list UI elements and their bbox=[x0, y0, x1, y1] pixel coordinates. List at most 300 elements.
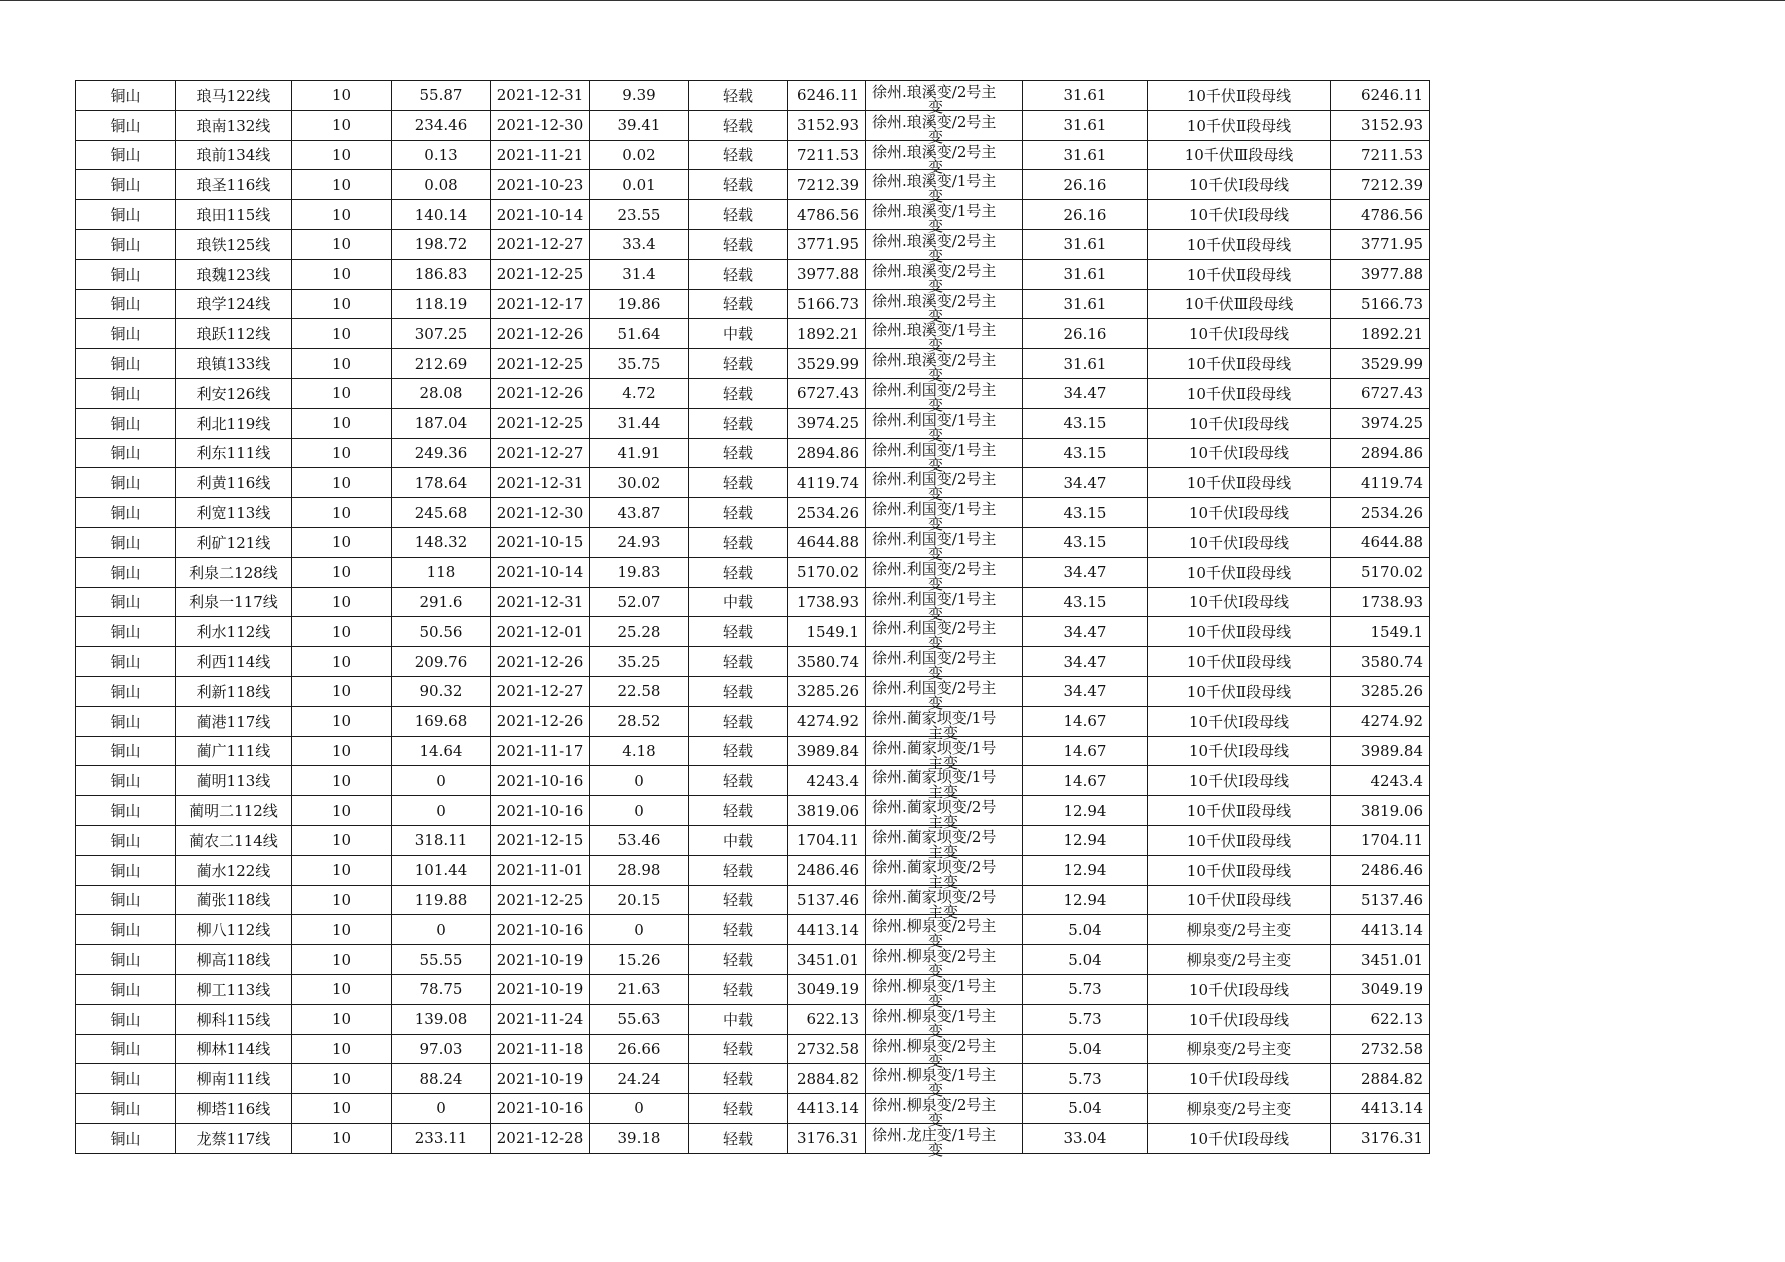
current-cell: 118.19 bbox=[392, 289, 491, 319]
current-cell: 148.32 bbox=[392, 527, 491, 557]
substation-name: 徐州.利国变/2号主 bbox=[872, 649, 997, 668]
substation-name: 徐州.柳泉变/2号主 bbox=[872, 1096, 997, 1115]
load-rate-cell: 53.46 bbox=[590, 825, 689, 855]
load-rate-cell: 28.52 bbox=[590, 706, 689, 736]
date-cell: 2021-10-16 bbox=[491, 796, 590, 826]
margin-cell: 2884.82 bbox=[788, 1064, 866, 1094]
available-cell: 3285.26 bbox=[1331, 676, 1430, 706]
bus-cell: 10千伏Ⅱ段母线 bbox=[1148, 855, 1331, 885]
line-name-cell: 利矿121线 bbox=[176, 527, 292, 557]
capacity-cell: 31.61 bbox=[1023, 259, 1148, 289]
margin-cell: 4243.4 bbox=[788, 766, 866, 796]
load-status-cell: 轻载 bbox=[689, 110, 788, 140]
date-cell: 2021-12-01 bbox=[491, 617, 590, 647]
current-cell: 187.04 bbox=[392, 408, 491, 438]
margin-cell: 4413.14 bbox=[788, 915, 866, 945]
bus-cell: 10千伏Ⅱ段母线 bbox=[1148, 557, 1331, 587]
substation-overflow-text: 变 bbox=[928, 425, 944, 444]
date-cell: 2021-10-23 bbox=[491, 170, 590, 200]
available-cell: 4413.14 bbox=[1331, 915, 1430, 945]
district-cell: 铜山 bbox=[76, 915, 176, 945]
capacity-cell: 14.67 bbox=[1023, 736, 1148, 766]
date-cell: 2021-10-19 bbox=[491, 1064, 590, 1094]
margin-cell: 2732.58 bbox=[788, 1034, 866, 1064]
date-cell: 2021-12-15 bbox=[491, 825, 590, 855]
date-cell: 2021-12-31 bbox=[491, 468, 590, 498]
date-cell: 2021-10-19 bbox=[491, 945, 590, 975]
capacity-cell: 34.47 bbox=[1023, 378, 1148, 408]
margin-cell: 622.13 bbox=[788, 1004, 866, 1034]
voltage-cell: 10 bbox=[292, 1004, 392, 1034]
current-cell: 101.44 bbox=[392, 855, 491, 885]
bus-cell: 10千伏Ⅱ段母线 bbox=[1148, 647, 1331, 677]
substation-overflow-text: 变 bbox=[928, 664, 944, 683]
load-status-cell: 轻载 bbox=[689, 289, 788, 319]
district-cell: 铜山 bbox=[76, 1034, 176, 1064]
load-rate-cell: 0 bbox=[590, 796, 689, 826]
substation-name: 徐州.蔺家坝变/2号 bbox=[872, 827, 997, 846]
substation-cell bbox=[866, 706, 1023, 742]
bus-cell: 10千伏Ⅱ段母线 bbox=[1148, 378, 1331, 408]
load-rate-cell: 0 bbox=[590, 1094, 689, 1124]
date-cell: 2021-11-24 bbox=[491, 1004, 590, 1034]
substation-overflow-text: 主变 bbox=[928, 753, 959, 772]
load-status-cell: 轻载 bbox=[689, 378, 788, 408]
bus-cell: 10千伏Ⅱ段母线 bbox=[1148, 617, 1331, 647]
substation-cell bbox=[866, 319, 1023, 355]
load-rate-cell: 4.18 bbox=[590, 736, 689, 766]
voltage-cell: 10 bbox=[292, 140, 392, 170]
bus-cell: 10千伏Ⅰ段母线 bbox=[1148, 1004, 1331, 1034]
table-row bbox=[76, 766, 1430, 796]
load-rate-cell: 21.63 bbox=[590, 974, 689, 1004]
table-row bbox=[76, 378, 1430, 408]
voltage-cell: 10 bbox=[292, 766, 392, 796]
margin-cell: 3771.95 bbox=[788, 229, 866, 259]
voltage-cell: 10 bbox=[292, 1034, 392, 1064]
available-cell: 4274.92 bbox=[1331, 706, 1430, 736]
load-status-cell: 轻载 bbox=[689, 915, 788, 945]
load-rate-cell: 24.93 bbox=[590, 527, 689, 557]
load-rate-cell: 33.4 bbox=[590, 229, 689, 259]
load-status-cell: 中载 bbox=[689, 1004, 788, 1034]
bus-cell: 10千伏Ⅰ段母线 bbox=[1148, 587, 1331, 617]
current-cell: 140.14 bbox=[392, 200, 491, 230]
table-row bbox=[76, 796, 1430, 826]
capacity-cell: 5.04 bbox=[1023, 915, 1148, 945]
substation-name: 徐州.蔺家坝变/1号 bbox=[872, 708, 997, 727]
voltage-cell: 10 bbox=[292, 557, 392, 587]
available-cell: 3819.06 bbox=[1331, 796, 1430, 826]
margin-cell: 4644.88 bbox=[788, 527, 866, 557]
table-row bbox=[76, 200, 1430, 230]
table-row bbox=[76, 915, 1430, 945]
margin-cell: 2534.26 bbox=[788, 498, 866, 528]
margin-cell: 5166.73 bbox=[788, 289, 866, 319]
voltage-cell: 10 bbox=[292, 289, 392, 319]
line-name-cell: 利泉一117线 bbox=[176, 587, 292, 617]
substation-overflow-text: 变 bbox=[928, 932, 944, 951]
district-cell: 铜山 bbox=[76, 349, 176, 379]
line-name-cell: 蔺明113线 bbox=[176, 766, 292, 796]
substation-name: 徐州.蔺家坝变/1号 bbox=[872, 768, 997, 787]
district-cell: 铜山 bbox=[76, 945, 176, 975]
table-row bbox=[76, 170, 1430, 200]
district-cell: 铜山 bbox=[76, 498, 176, 528]
bus-cell: 10千伏Ⅰ段母线 bbox=[1148, 438, 1331, 468]
current-cell: 245.68 bbox=[392, 498, 491, 528]
district-cell: 铜山 bbox=[76, 408, 176, 438]
substation-overflow-text: 变 bbox=[928, 544, 944, 563]
bus-cell: 10千伏Ⅰ段母线 bbox=[1148, 498, 1331, 528]
available-cell: 3529.99 bbox=[1331, 349, 1430, 379]
capacity-cell: 33.04 bbox=[1023, 1123, 1148, 1153]
load-rate-cell: 51.64 bbox=[590, 319, 689, 349]
substation-overflow-text: 变 bbox=[928, 634, 944, 653]
margin-cell: 3974.25 bbox=[788, 408, 866, 438]
district-cell: 铜山 bbox=[76, 1064, 176, 1094]
substation-cell bbox=[866, 289, 1023, 325]
table-row bbox=[76, 408, 1430, 438]
voltage-cell: 10 bbox=[292, 319, 392, 349]
substation-name: 徐州.利国变/2号主 bbox=[872, 470, 997, 489]
available-cell: 5170.02 bbox=[1331, 557, 1430, 587]
substation-cell bbox=[866, 557, 1023, 593]
substation-name: 徐州.柳泉变/1号主 bbox=[872, 976, 997, 995]
page-top-rule bbox=[0, 0, 1785, 1]
voltage-cell: 10 bbox=[292, 527, 392, 557]
bus-cell: 10千伏Ⅰ段母线 bbox=[1148, 408, 1331, 438]
substation-name: 徐州.柳泉变/1号主 bbox=[872, 1066, 997, 1085]
substation-overflow-text: 变 bbox=[928, 98, 944, 116]
voltage-cell: 10 bbox=[292, 587, 392, 617]
available-cell: 2884.82 bbox=[1331, 1064, 1430, 1094]
bus-cell: 柳泉变/2号主变 bbox=[1148, 945, 1331, 975]
line-name-cell: 利安126线 bbox=[176, 378, 292, 408]
substation-overflow-text: 变 bbox=[928, 604, 944, 623]
substation-cell bbox=[866, 1123, 1023, 1159]
substation-overflow-text: 变 bbox=[928, 395, 944, 414]
line-name-cell: 柳科115线 bbox=[176, 1004, 292, 1034]
line-name-cell: 琅田115线 bbox=[176, 200, 292, 230]
district-cell: 铜山 bbox=[76, 1123, 176, 1153]
capacity-cell: 43.15 bbox=[1023, 498, 1148, 528]
substation-name: 徐州.琅溪变/1号主 bbox=[872, 172, 997, 191]
load-rate-cell: 35.25 bbox=[590, 647, 689, 677]
capacity-cell: 5.73 bbox=[1023, 1004, 1148, 1034]
substation-name: 徐州.利国变/2号主 bbox=[872, 559, 997, 578]
district-cell: 铜山 bbox=[76, 81, 176, 111]
load-status-cell: 轻载 bbox=[689, 885, 788, 915]
available-cell: 2894.86 bbox=[1331, 438, 1430, 468]
voltage-cell: 10 bbox=[292, 259, 392, 289]
load-rate-cell: 24.24 bbox=[590, 1064, 689, 1094]
line-name-cell: 琅学124线 bbox=[176, 289, 292, 319]
table-row bbox=[76, 498, 1430, 528]
date-cell: 2021-12-30 bbox=[491, 498, 590, 528]
district-cell: 铜山 bbox=[76, 885, 176, 915]
date-cell: 2021-11-18 bbox=[491, 1034, 590, 1064]
voltage-cell: 10 bbox=[292, 110, 392, 140]
district-cell: 铜山 bbox=[76, 438, 176, 468]
margin-cell: 1738.93 bbox=[788, 587, 866, 617]
load-rate-cell: 41.91 bbox=[590, 438, 689, 468]
bus-cell: 10千伏Ⅰ段母线 bbox=[1148, 527, 1331, 557]
bus-cell: 10千伏Ⅱ段母线 bbox=[1148, 796, 1331, 826]
capacity-cell: 5.04 bbox=[1023, 1094, 1148, 1124]
substation-name: 徐州.琅溪变/2号主 bbox=[872, 261, 997, 280]
available-cell: 4644.88 bbox=[1331, 527, 1430, 557]
load-status-cell: 轻载 bbox=[689, 796, 788, 826]
load-status-cell: 轻载 bbox=[689, 855, 788, 885]
capacity-cell: 34.47 bbox=[1023, 617, 1148, 647]
current-cell: 90.32 bbox=[392, 676, 491, 706]
load-status-cell: 轻载 bbox=[689, 200, 788, 230]
available-cell: 3580.74 bbox=[1331, 647, 1430, 677]
load-rate-cell: 52.07 bbox=[590, 587, 689, 617]
date-cell: 2021-12-25 bbox=[491, 259, 590, 289]
load-status-cell: 轻载 bbox=[689, 736, 788, 766]
substation-overflow-text: 变 bbox=[928, 246, 944, 265]
substation-name: 徐州.琅溪变/1号主 bbox=[872, 321, 997, 340]
substation-overflow-text: 主变 bbox=[928, 783, 959, 802]
substation-name: 徐州.利国变/2号主 bbox=[872, 619, 997, 638]
available-cell: 5137.46 bbox=[1331, 885, 1430, 915]
capacity-cell: 43.15 bbox=[1023, 587, 1148, 617]
substation-cell bbox=[866, 796, 1023, 832]
substation-cell bbox=[866, 378, 1023, 414]
substation-overflow-text: 变 bbox=[928, 1051, 944, 1070]
margin-cell: 1549.1 bbox=[788, 617, 866, 647]
date-cell: 2021-12-27 bbox=[491, 229, 590, 259]
load-rate-cell: 15.26 bbox=[590, 945, 689, 975]
load-rate-cell: 39.41 bbox=[590, 110, 689, 140]
available-cell: 2534.26 bbox=[1331, 498, 1430, 528]
date-cell: 2021-12-31 bbox=[491, 587, 590, 617]
line-name-cell: 蔺农二114线 bbox=[176, 825, 292, 855]
voltage-cell: 10 bbox=[292, 498, 392, 528]
date-cell: 2021-12-28 bbox=[491, 1123, 590, 1153]
substation-cell bbox=[866, 110, 1023, 146]
voltage-cell: 10 bbox=[292, 81, 392, 111]
load-status-cell: 轻载 bbox=[689, 1034, 788, 1064]
bus-cell: 10千伏Ⅰ段母线 bbox=[1148, 974, 1331, 1004]
district-cell: 铜山 bbox=[76, 289, 176, 319]
available-cell: 3152.93 bbox=[1331, 110, 1430, 140]
current-cell: 291.6 bbox=[392, 587, 491, 617]
available-cell: 6246.11 bbox=[1331, 81, 1430, 111]
current-cell: 234.46 bbox=[392, 110, 491, 140]
table-row bbox=[76, 1004, 1430, 1034]
table-row bbox=[76, 319, 1430, 349]
load-rate-cell: 19.86 bbox=[590, 289, 689, 319]
load-rate-cell: 19.83 bbox=[590, 557, 689, 587]
load-rate-cell: 26.66 bbox=[590, 1034, 689, 1064]
capacity-cell: 31.61 bbox=[1023, 140, 1148, 170]
voltage-cell: 10 bbox=[292, 408, 392, 438]
district-cell: 铜山 bbox=[76, 557, 176, 587]
margin-cell: 6246.11 bbox=[788, 81, 866, 111]
load-rate-cell: 9.39 bbox=[590, 81, 689, 111]
line-name-cell: 琅马122线 bbox=[176, 81, 292, 111]
substation-name: 徐州.琅溪变/2号主 bbox=[872, 142, 997, 161]
current-cell: 97.03 bbox=[392, 1034, 491, 1064]
current-cell: 78.75 bbox=[392, 974, 491, 1004]
margin-cell: 3977.88 bbox=[788, 259, 866, 289]
bus-cell: 10千伏Ⅰ段母线 bbox=[1148, 170, 1331, 200]
table-row bbox=[76, 289, 1430, 319]
line-name-cell: 琅镇133线 bbox=[176, 349, 292, 379]
load-rate-cell: 20.15 bbox=[590, 885, 689, 915]
table-row bbox=[76, 974, 1430, 1004]
line-name-cell: 龙蔡117线 bbox=[176, 1123, 292, 1153]
bus-cell: 10千伏Ⅰ段母线 bbox=[1148, 200, 1331, 230]
load-status-cell: 轻载 bbox=[689, 1123, 788, 1153]
substation-overflow-text: 变 bbox=[928, 127, 944, 146]
margin-cell: 2894.86 bbox=[788, 438, 866, 468]
capacity-cell: 43.15 bbox=[1023, 527, 1148, 557]
substation-cell bbox=[866, 200, 1023, 236]
bus-cell: 10千伏Ⅲ段母线 bbox=[1148, 289, 1331, 319]
load-rate-cell: 35.75 bbox=[590, 349, 689, 379]
margin-cell: 4274.92 bbox=[788, 706, 866, 736]
available-cell: 1738.93 bbox=[1331, 587, 1430, 617]
line-name-cell: 柳八112线 bbox=[176, 915, 292, 945]
date-cell: 2021-10-16 bbox=[491, 915, 590, 945]
voltage-cell: 10 bbox=[292, 200, 392, 230]
load-rate-cell: 28.98 bbox=[590, 855, 689, 885]
available-cell: 3977.88 bbox=[1331, 259, 1430, 289]
capacity-cell: 34.47 bbox=[1023, 647, 1148, 677]
district-cell: 铜山 bbox=[76, 766, 176, 796]
available-cell: 3989.84 bbox=[1331, 736, 1430, 766]
current-cell: 212.69 bbox=[392, 349, 491, 379]
date-cell: 2021-12-26 bbox=[491, 706, 590, 736]
date-cell: 2021-10-16 bbox=[491, 766, 590, 796]
voltage-cell: 10 bbox=[292, 855, 392, 885]
table-row bbox=[76, 587, 1430, 617]
capacity-cell: 31.61 bbox=[1023, 81, 1148, 111]
current-cell: 50.56 bbox=[392, 617, 491, 647]
table-row bbox=[76, 140, 1430, 170]
current-cell: 233.11 bbox=[392, 1123, 491, 1153]
bus-cell: 10千伏Ⅱ段母线 bbox=[1148, 229, 1331, 259]
voltage-cell: 10 bbox=[292, 438, 392, 468]
date-cell: 2021-12-25 bbox=[491, 349, 590, 379]
voltage-cell: 10 bbox=[292, 974, 392, 1004]
table-row bbox=[76, 945, 1430, 975]
district-cell: 铜山 bbox=[76, 1094, 176, 1124]
line-name-cell: 琅魏123线 bbox=[176, 259, 292, 289]
line-name-cell: 利新118线 bbox=[176, 676, 292, 706]
available-cell: 3974.25 bbox=[1331, 408, 1430, 438]
date-cell: 2021-12-30 bbox=[491, 110, 590, 140]
substation-name: 徐州.蔺家坝变/2号 bbox=[872, 887, 997, 906]
date-cell: 2021-10-19 bbox=[491, 974, 590, 1004]
capacity-cell: 34.47 bbox=[1023, 676, 1148, 706]
load-rate-cell: 23.55 bbox=[590, 200, 689, 230]
table-row bbox=[76, 617, 1430, 647]
line-name-cell: 利泉二128线 bbox=[176, 557, 292, 587]
load-rate-cell: 30.02 bbox=[590, 468, 689, 498]
table-row bbox=[76, 706, 1430, 736]
substation-overflow-text: 变 bbox=[928, 693, 944, 712]
bus-cell: 10千伏Ⅱ段母线 bbox=[1148, 885, 1331, 915]
current-cell: 119.88 bbox=[392, 885, 491, 915]
current-cell: 169.68 bbox=[392, 706, 491, 736]
substation-overflow-text: 变 bbox=[928, 455, 944, 474]
substation-cell bbox=[866, 587, 1023, 623]
substation-cell bbox=[866, 1094, 1023, 1130]
current-cell: 318.11 bbox=[392, 825, 491, 855]
bus-cell: 10千伏Ⅱ段母线 bbox=[1148, 349, 1331, 379]
substation-cell bbox=[866, 736, 1023, 772]
date-cell: 2021-12-27 bbox=[491, 676, 590, 706]
voltage-cell: 10 bbox=[292, 617, 392, 647]
load-status-cell: 轻载 bbox=[689, 706, 788, 736]
table-row bbox=[76, 676, 1430, 706]
bus-cell: 10千伏Ⅰ段母线 bbox=[1148, 766, 1331, 796]
margin-cell: 4119.74 bbox=[788, 468, 866, 498]
available-cell: 6727.43 bbox=[1331, 378, 1430, 408]
load-rate-cell: 4.72 bbox=[590, 378, 689, 408]
substation-cell bbox=[866, 855, 1023, 891]
available-cell: 3049.19 bbox=[1331, 974, 1430, 1004]
substation-overflow-text: 变 bbox=[928, 574, 944, 593]
date-cell: 2021-10-15 bbox=[491, 527, 590, 557]
substation-cell bbox=[866, 140, 1023, 176]
bus-cell: 10千伏Ⅱ段母线 bbox=[1148, 81, 1331, 111]
margin-cell: 2486.46 bbox=[788, 855, 866, 885]
margin-cell: 1704.11 bbox=[788, 825, 866, 855]
line-name-cell: 利北119线 bbox=[176, 408, 292, 438]
date-cell: 2021-12-27 bbox=[491, 438, 590, 468]
line-name-cell: 利东111线 bbox=[176, 438, 292, 468]
table-row bbox=[76, 229, 1430, 259]
line-name-cell: 利宽113线 bbox=[176, 498, 292, 528]
substation-overflow-text: 变 bbox=[928, 1140, 944, 1159]
substation-name: 徐州.柳泉变/1号主 bbox=[872, 1006, 997, 1025]
current-cell: 249.36 bbox=[392, 438, 491, 468]
bus-cell: 10千伏Ⅰ段母线 bbox=[1148, 736, 1331, 766]
capacity-cell: 12.94 bbox=[1023, 855, 1148, 885]
table-row bbox=[76, 1123, 1430, 1153]
load-rate-cell: 39.18 bbox=[590, 1123, 689, 1153]
margin-cell: 7212.39 bbox=[788, 170, 866, 200]
date-cell: 2021-12-25 bbox=[491, 885, 590, 915]
available-cell: 622.13 bbox=[1331, 1004, 1430, 1034]
table-row bbox=[76, 468, 1430, 498]
substation-name: 徐州.蔺家坝变/2号 bbox=[872, 798, 997, 817]
available-cell: 4243.4 bbox=[1331, 766, 1430, 796]
substation-cell bbox=[866, 438, 1023, 474]
voltage-cell: 10 bbox=[292, 885, 392, 915]
substation-overflow-text: 变 bbox=[928, 991, 944, 1010]
voltage-cell: 10 bbox=[292, 945, 392, 975]
current-cell: 307.25 bbox=[392, 319, 491, 349]
available-cell: 4119.74 bbox=[1331, 468, 1430, 498]
current-cell: 209.76 bbox=[392, 647, 491, 677]
substation-cell bbox=[866, 498, 1023, 534]
date-cell: 2021-12-17 bbox=[491, 289, 590, 319]
line-name-cell: 柳林114线 bbox=[176, 1034, 292, 1064]
date-cell: 2021-11-21 bbox=[491, 140, 590, 170]
date-cell: 2021-11-01 bbox=[491, 855, 590, 885]
substation-overflow-text: 变 bbox=[928, 187, 944, 206]
district-cell: 铜山 bbox=[76, 527, 176, 557]
voltage-cell: 10 bbox=[292, 736, 392, 766]
load-status-cell: 轻载 bbox=[689, 647, 788, 677]
